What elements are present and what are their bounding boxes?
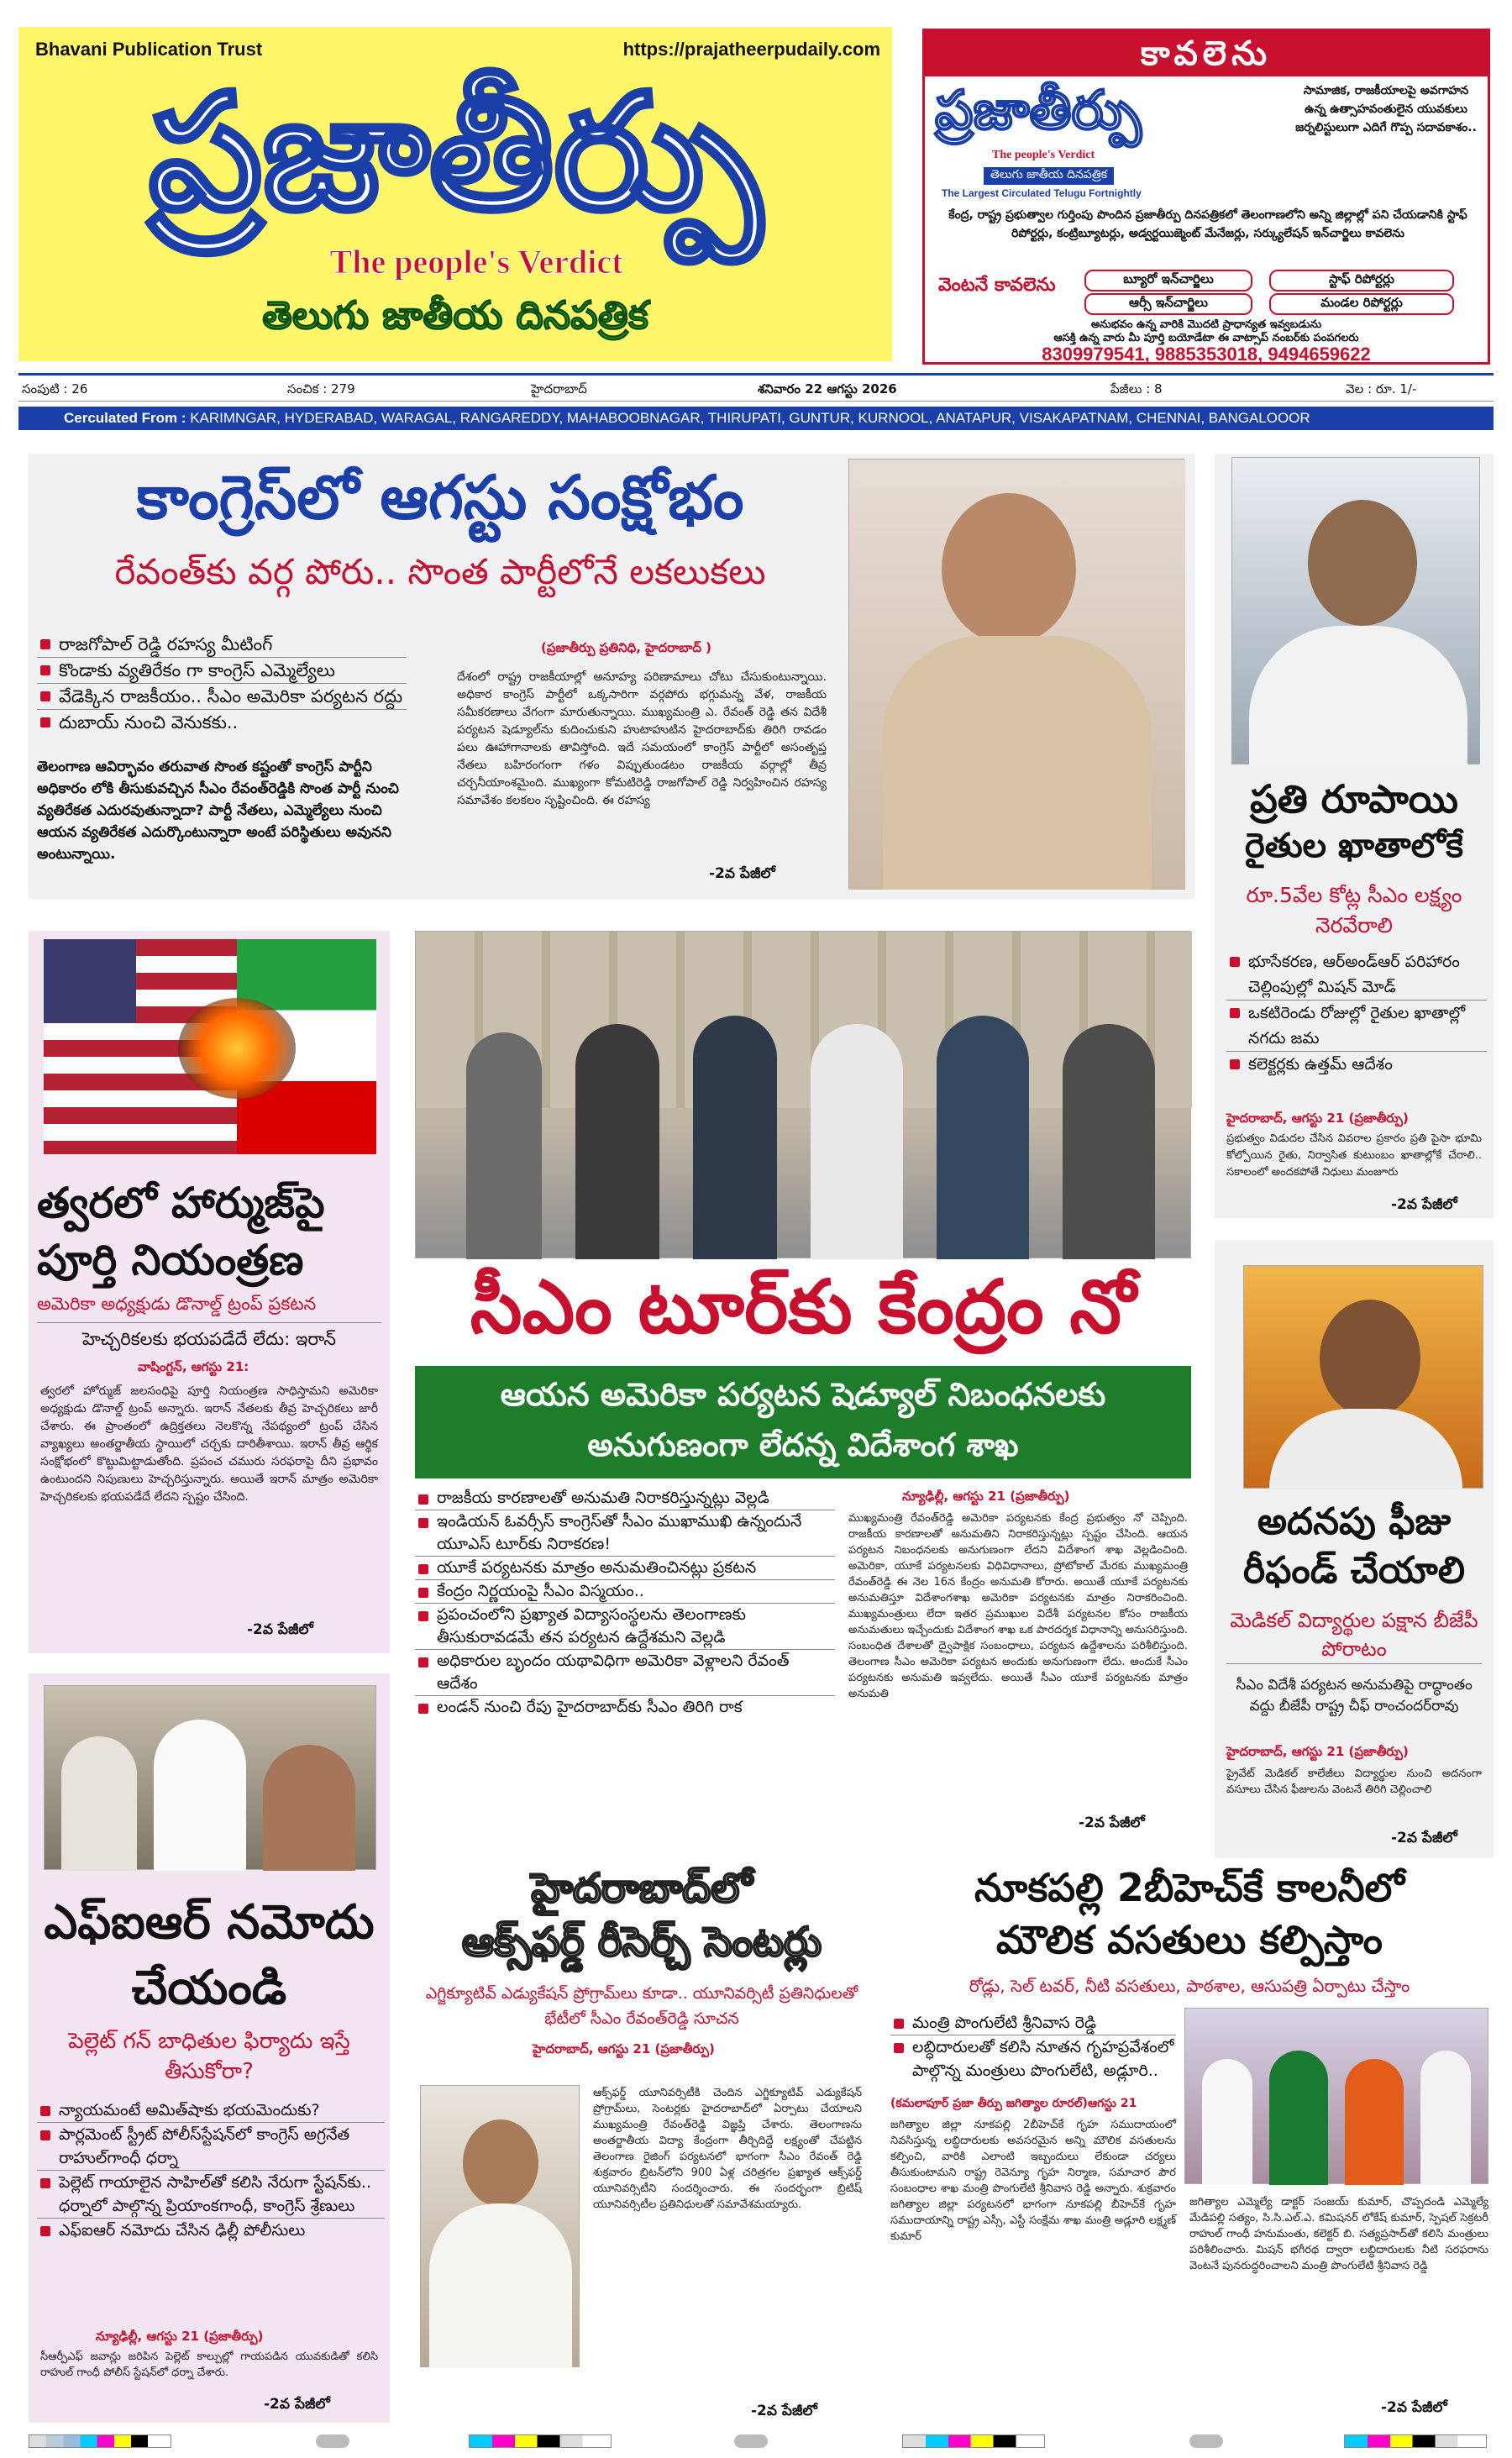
circulation-bar [18,407,1494,430]
cm-tour-banner-line-1: ఆయన అమెరికా పర్యటన షెడ్యూల్ నిబంధనలకు [500,1376,1106,1413]
portrait-body [883,636,1152,890]
fir-subhead: పెల్లెట్ గన్ బాధితుల ఫిర్యాదు ఇస్తే తీసుకోరా? [68,2029,350,2084]
fir-continued: -2వ పేజీలో [264,2396,330,2413]
rythu-photo-uttam [1231,457,1480,764]
cm-tour-continued: -2వ పేజీలో [1079,1815,1145,1831]
ad-phone-numbers: 8309979541, 9885353018, 9494659622 [1042,344,1371,365]
explosion [178,998,296,1099]
cm-tour-bullet-5: ప్రపంచంలోని ప్రఖ్యాత విద్యాసంస్థలను తెలంగాణకు తీసుకురావడమే తన పర్యటన ఉద్దేశమని వెల్లడి [415,1604,835,1650]
city-label: హైదరాబాద్ [531,381,587,397]
masthead [18,27,892,361]
hormuz-dateline: వాషింగ్టన్, ఆగస్టు 21: [138,1359,249,1374]
fees-headline-2: రీఫండ్ చేయాలి [1243,1549,1465,1592]
color-bar-1 [29,2434,171,2448]
nukapalli-body-right: జగిత్యాల ఎమ్మెల్యే డాక్టర్ సంజయ్ కుమార్, చొప్పదండి ఎమ్మెల్యే మేడిపల్లి సత్యం, సి.సి.ఎల్.ఎ. కమిషనర్ లోకేష్ కుమార్, స్పెషల్ సెక్రటరీ రాహుల్ గాంధీ హనుమంతు, కలెక్టర్ బి. సత్యప్రసాద్‌తో కలిసి మంత్రులు పరిశీలించారు. మిషన్ భగీరథ ద్వారా లబ్ధిదారులకు నీటి సరఫరాను వెంటనే పునరుద్ధరించాలని మంత్రి పొంగులేటి శ్రీనివాస రెడ్డి [1189,2196,1488,2272]
lead-story [29,454,1194,899]
nukapalli-story [885,1865,1494,2423]
lead-bullets [37,632,407,735]
lead-body: దేశంలో రాష్ట్ర రాజకీయాల్లో అనూహ్య పరిణామాలు చోటు చేసుకుంటున్నాయి. అధికార కాంగ్రెస్ పార్టీలో ఒక్కసారిగా వర్గపోరు భగ్గుమన్న వేళ, రాజకీయ సమీకరణాలు వేగంగా మారుతున్నాయి. ముఖ్యమంత్రి ఎ. రేవంత్ రెడ్డి తన విదేశీ పర్యటన షెడ్యూల్‌ను కుదించుకుని హుటాహుటిన హైదరాబాద్‌కు తిరిగి రావడం పలు ఊహాగానాలకు తావిస్తోంది. ఇదే సమయంలో కాంగ్రెస్ పార్టీలో అసంతృప్త నేతలు బహిరంగంగా గళం విప్పుతుండటం రాజకీయ వర్గాల్లో తీవ్ర చర్చనీయాంశమైంది. ముఖ్యంగా కోమటిరెడ్డి రాజగోపాల్ రెడ్డి నిర్వహించిన రహస్య సమావేశం కలకలం సృష్టించింది. ఈ రహస్య [457,670,827,807]
volume-number: సంపుటి : 26 [22,381,88,397]
lead-subhead: రేవంత్‌కు వర్గ పోరు.. సొంత పార్టీలోనే లకలుకలు [114,551,766,592]
portrait-body [1269,1409,1462,1489]
lead-headline: కాంగ్రెస్‌లో ఆగస్టు సంక్షోభం [136,462,744,533]
fir-bullet-4: ఎఫ్ఐఆర్ నమోదు చేసిన ఢిల్లీ పోలీసులు [37,2219,385,2242]
person-6 [1063,1024,1155,1259]
ad-logo-subtitle: తెలుగు జాతీయ దినపత్రిక [984,167,1114,185]
cm-tour-body: ముఖ్యమంత్రి రేవంత్‌రెడ్డి అమెరికా పర్యటనకు కేంద్ర ప్రభుత్వం నో చెప్పింది. రాజకీయ కారణాలతో అనుమతిని నిరాకరిస్తున్నట్లు స్పష్టం చేసింది. ఆయన పర్యటన నిబంధనలకు అనుగుణంగా లేదని విదేశాంగ శాఖ వెల్లడించింది. అమెరికా, యూకే పర్యటనలకు విధివిధానాలు, ప్రోటోకాల్ మేరకు ముఖ్యమంత్రి రేవంత్‌రెడ్డి ఈ నెల 16న కేంద్రం అనుమతి కోరారు. అయితే యూకే పర్యటనకు అనుమతిస్తూ విదేశాంగశాఖ అమెరికా పర్యటనకు మాత్రం నిరాకరించింది. ముఖ్యమంత్రులు లేదా ఇతర ప్రముఖుల విదేశీ పర్యటనల కోసం రాజకీయ అనుమతులు ఇచ్చేందుకు విదేశాంగ శాఖ ఒక పారదర్శక విధానాన్ని అనుసరిస్తుంది. సంబంధిత దేశాలతో ద్వైపాక్షిక సంబంధాలు, పర్యటన ఉద్దేశాలను పరిశీలిస్తుంది. తెలంగాణ సీఎం అమెరికా పర్యటన అందుకు అనుగుణంగా లేదు. అందుకే సీఎం పర్యటనకు అనుమతి ఇవ్వలేదు. అయితే సీఎం యూకే పర్యటనకు మాత్రం అనుమతి [848,1512,1188,1700]
crowd-1 [1202,2059,1252,2185]
rythu-bullet-2: ఒకటిరెండు రోజుల్లో రైతుల ఖాతాల్లో నగదు జమ [1226,1001,1487,1052]
registration-mark-2 [734,2434,768,2448]
cm-tour-banner [415,1366,1191,1478]
person-2 [575,1024,659,1259]
fir-bullets [37,2098,385,2242]
nukapalli-bullet-1: మంత్రి పొంగులేటి శ్రీనివాస రెడ్డి [890,2011,1176,2035]
masthead-title: ప్రజాతీర్పు [149,60,762,245]
fir-photo-rahul-dharna [44,1685,376,1870]
ad-logo-tagline: The people's Verdict [992,149,1095,161]
oxford-story [415,1865,869,2423]
portrait-head [463,2119,538,2207]
hormuz-continued: -2వ పేజీలో [247,1621,313,1638]
hormuz-kicker: హెచ్చరికలకు భయపడేదే లేదు: ఇరాన్ [81,1329,337,1349]
ad-intro-text: సామాజిక, రాజకీయాలపై అవగాహన ఉన్న ఉత్సాహవంతులైన యువకులు జర్నలిస్టులుగా ఎదిగే గొప్ప సదావకాశం.. [1295,84,1477,134]
fees-headline-1: అదనపు ఫీజు [1257,1500,1452,1543]
cm-tour-story [407,931,1200,1838]
cm-tour-bullet-2: ఇండియన్ ఓవర్సీస్ కాంగ్రెస్‌తో సీఎం ముఖాముఖి ఉన్నందునే యూఎస్ టూర్‌కు నిరాకరణ! [415,1510,835,1557]
nukapalli-headline-1: నూకపల్లి 2బీహెచ్‌కే కాలనీలో [974,1865,1404,1910]
nukapalli-headline-2: మౌలిక వసతులు కల్పిస్తాం [995,1917,1383,1962]
portrait-body [1249,626,1467,765]
fir-bullet-2: పార్లమెంట్ స్ట్రీట్ పోలీస్‌స్టేషన్‌లో కాంగ్రెస్ అగ్రనేత రాహుల్‌గాంధీ ధర్నా [37,2123,385,2171]
issue-info-bar [18,373,1494,402]
cm-tour-bullet-3: యూకే పర్యటనకు మాత్రం అనుమతించినట్లు ప్రకటన [415,1557,835,1580]
rythu-bullets [1226,949,1487,1077]
ad-role-1: బ్యూరో ఇన్‌చార్జిలు [1084,270,1252,291]
fees-body: ప్రైవేట్ మెడికల్ కాలేజీలు విద్యార్థుల నుంచి అదనంగా వసూలు చేసిన ఫీజులను వెంటనే తిరిగి చెల్లించాలి [1226,1767,1482,1796]
rythu-dateline: హైదరాబాద్, ఆగస్టు 21 (ప్రజాతీర్పు) [1226,1111,1409,1126]
lead-bullet-2: కొండాకు వ్యతిరేకం గా కాంగ్రెస్ ఎమ్మెల్యేలు [37,658,407,684]
rythu-subhead: రూ.5వేల కోట్ల సీఎం లక్ష్యం నెరవేరాలి [1246,883,1462,938]
issue-date: శనివారం 22 ఆగస్టు 2026 [758,381,897,397]
fir-body: సీఆర్పీఎఫ్ జవాన్లు జరిపిన పెల్లెట్ కాల్పుల్లో గాయపడిన యువకుడితో కలిసి రాహుల్ గాంధీ పోలీస్ స్టేషన్‌లో ధర్నా చేశారు. [40,2350,378,2379]
fir-dateline: న్యూఢిల్లీ, ఆగస్టు 21 (ప్రజాతీర్పు) [96,2329,264,2344]
nukapalli-dateline: (కమలాపూర్ ప్రజా తీర్పు జగిత్యాల రూరల్)ఆగస్టు 21 [890,2097,1137,2110]
nukapalli-bullets [890,2011,1176,2082]
ad-note-experience: అనుభవం ఉన్న వారికి మొదటి ప్రాధాన్యత ఇవ్వబడును [1090,318,1322,331]
oxford-body: ఆక్స్‌ఫర్డ్ యూనివర్సిటీకి చెందిన ఎగ్జిక్యూటివ్ ఎడ్యుకేషన్ ప్రోగ్రామ్‌లు, సెంటర్లకు హైదరాబాద్‌లో ఏర్పాటు చేయాలని ముఖ్యమంత్రి రేవంత్‌రెడ్డి విజ్ఞప్తి చేశారు. తెలంగాణను అంతర్జాతీయ విద్యా కేంద్రంగా తీర్చిదిద్దే లక్ష్యంతో చేపట్టిన తెలంగాణ రైజింగ్ పర్యటనలో భాగంగా సీఎం రేవంత్ రెడ్డి శుక్రవారం బ్రిటన్‌లోని 900 ఏళ్ల చరిత్రగల ప్రఖ్యాత ఆక్స్‌ఫర్డ్ యూనివర్సిటీని సందర్శించారు. ఈ సందర్భంగా బ్రిటిష్ యూనివర్సిటీల ప్రతినిధులతో సమావేశమయ్యారు. [593,2087,862,2211]
cm-tour-group-photo [415,931,1191,1258]
page-count: పేజీలు : 8 [1110,381,1163,397]
cm-tour-dateline: న్యూఢిల్లీ, ఆగస్టు 21 (ప్రజాతీర్పు) [902,1489,1070,1504]
price: వెల : రూ. 1/- [1346,381,1417,397]
color-bar-3 [902,2434,1045,2448]
ad-role-2: ఆర్సీ ఇన్‌చార్జిలు [1084,293,1252,315]
hormuz-subhead: అమెరికా అధ్యక్షుడు డొనాల్డ్ ట్రంప్ ప్రకటన [37,1294,381,1323]
person-4 [811,1024,903,1259]
crowd-1 [61,1736,137,1871]
lead-dateline: (ప్రజాతీర్పు ప్రతినిధి, హైదరాబాద్ ) [541,640,712,655]
masthead-tagline: The people's Verdict [329,243,623,281]
cm-tour-bullet-7: లండన్ నుంచి రేపు హైదరాబాద్‌కు సీఎం తిరిగి రాక [415,1696,835,1719]
hormuz-headline: త్వరలో హార్ముజ్‌పై పూర్తి నియంత్రణ [37,1179,325,1284]
hormuz-body: త్వరలో హోర్ముజ్ జలసంధిపై పూర్తి నియంత్రణ సాధిస్తామని అమెరికా అధ్యక్షుడు డొనాల్డ్ ట్రంప్ అన్నారు. ఇరాన్ నేతలకు తీవ్ర హెచ్చరికలు జారీ చేశారు. ఈ ప్రాంతంలో ఉద్రిక్తతలు నెలకొన్న నేపథ్యంలో ట్రంప్ చేసిన వ్యాఖ్యలు అంతర్జాతీయ స్థాయిలో చర్చకు దారితీశాయి. ఇరాన్ తీవ్ర ఆర్థిక సంక్షోభంలో కొట్టుమిట్టాడుతోంది. ప్రపంచ చమురు సరఫరాపై దీని ప్రభావం ఉంటుందని నిపుణులు హెచ్చరిస్తున్నారు. అయితే ఇరాన్ మాత్రం అమెరికా హెచ్చరికలకు భయపడేదే లేదని స్పష్టం చేసింది. [40,1384,378,1504]
person-1 [466,1032,542,1259]
circulation-cities: KARIMNGAR, HYDERABAD, WARAGAL, RANGAREDDY, MAHABOOBNAGAR, THIRUPATI, GUNTUR, KURNOOL, ANATAPUR, VISAKAPATNAM, CHENNAI, BANGALOOOR [190,410,1310,426]
fir-headline: ఎఫ్ఐఆర్ నమోదు చేయండి [44,1895,375,2015]
portrait-head [1320,1300,1420,1417]
fir-bullet-1: న్యాయమంటే అమిత్‌షాకు భయమెందుకు? [37,2098,385,2123]
ad-note-whatsapp: ఆసక్తి ఉన్న వారు మీ పూర్తి బయోడేటా ఈ వాట్సాప్ నంబర్‌కు పంపగలరు [1053,332,1359,344]
oxford-continued: -2వ పేజీలో [751,2403,817,2419]
cm-tour-bullet-1: రాజకీయ కారణాలతో అనుమతి నిరాకరిస్తున్నట్లు వెల్లడి [415,1487,835,1510]
publisher-name: Bhavani Publication Trust [35,39,263,60]
fees-kicker: సీఎం విదేశీ పర్యటన అనుమతిపై రాద్ధాంతం వద్దు బీజేపీ రాష్ట్ర చీఫ్ రాంచందర్‌రావు [1236,1677,1473,1715]
cm-tour-bullet-6: అధికారుల బృందం యథావిధిగా అమెరికా వెళ్లాలని రేవంత్ ఆదేశం [415,1650,835,1696]
us-flag-canton [44,939,136,1023]
crowd-3 [1345,2059,1404,2185]
ad-paragraph: కేంద్ర, రాష్ట్ర ప్రభుత్వాల గుర్తింపు పొందిన ప్రజాతీర్పు దినపత్రికలో తెలంగాణలోని అన్ని జిల్లాల్లో పని చేయడానికి స్టాఫ్ రిపోర్టర్లు, కంట్రిబ్యూటర్లు, అడ్వర్టయిజ్మెంట్ మేనేజర్లు, సర్క్యులేషన్ ఇన్‌చార్జిలు కావలెను [948,208,1467,240]
circulation-label: Cerculated From : [64,410,186,426]
lead-bullet-4: దుబాయ్ నుంచి వెనుకకు.. [37,710,407,735]
ad-role-3: స్టాఫ్ రిపోర్టర్లు [1269,270,1454,291]
oxford-headline-1: హైదరాబాద్‌లో [531,1865,753,1912]
lead-bullet-3: వేడెక్కిన రాజకీయం.. సీఎం అమెరికా పర్యటన రద్దు [37,684,407,710]
nukapalli-photo-housewarming [1184,2008,1488,2184]
fees-subhead: మెడికల్ విద్యార్థుల పక్షాన బీజేపీ పోరాటం [1226,1606,1482,1664]
registration-mark-3 [1189,2434,1223,2448]
crowd-4 [1420,2051,1471,2185]
lead-bullet-1: రాజగోపాల్ రెడ్డి రహస్య మీటింగ్ [37,632,407,658]
ad-header: కావలెను [925,31,1488,76]
cm-tour-bullets [415,1487,835,1719]
hormuz-story [29,931,390,1653]
registration-mark-1 [316,2434,349,2448]
oxford-headline-2: ఆక్స్‌ఫర్డ్ రీసెర్చ్ సెంటర్లు [461,1919,822,1966]
fees-photo-ramchander-rao [1243,1265,1483,1489]
rythu-headline-2: రైతుల ఖాతాలోకే [1244,827,1463,865]
color-bar-2 [469,2434,612,2448]
ad-logo: ప్రజాతీర్పు [935,80,1142,142]
oxford-photo-revanth-reddy [420,2085,580,2367]
fees-story [1215,1240,1494,1858]
ad-role-4: మండల రిపోర్టర్లు [1269,293,1454,315]
nukapalli-continued: -2వ పేజీలో [1381,2399,1447,2416]
rythu-bullet-3: కలెక్టర్లకు ఉత్తమ్ ఆదేశం [1226,1052,1487,1077]
nukapalli-bullet-2: లబ్ధిదారులతో కలిసి నూతన గృహప్రవేశంలో పాల్గొన్న మంత్రులు పొంగులేటి, అడ్లూరి.. [890,2035,1176,2082]
fir-bullet-3: పెల్లెట్ గాయాలైన సాహిల్‌తో కలిసి నేరుగా స్టేషన్‌కు.. ధర్నాలో పాల్గొన్న ప్రియాంకగాంధీ, కాంగ్రెస్ శ్రేణులు [37,2171,385,2219]
ad-immediate-label: వెంటనే కావలెను [938,275,1056,296]
crowd-2 [154,1720,246,1871]
fir-story [29,1673,390,2423]
hormuz-photo-flags [44,939,376,1154]
cm-tour-banner-line-2: అనుగుణంగా లేదన్న విదేశాంగ శాఖ [587,1426,1019,1463]
portrait-head [942,493,1076,644]
person-3 [693,1016,777,1259]
fees-continued: -2వ పేజీలో [1391,1830,1457,1846]
portrait-head [1308,500,1417,626]
rythu-story [1215,454,1494,1218]
rythu-body: ప్రభుత్వం విడుదల చేసిన వివరాల ప్రకారం ప్రతి పైసా భూమి కోల్పోయిన రైతు, నిర్వాసిత కుటుంబం ఖాతాల్లోకే చేరాలి.. సకాలంలో అందకపోతే నిధులు మంజూరు [1226,1132,1482,1179]
person-5 [937,1016,1029,1259]
lead-photo-revanth-reddy [848,459,1184,889]
portrait-body [429,2203,572,2368]
issue-number: సంచిక : 279 [287,381,355,397]
fees-dateline: హైదరాబాద్, ఆగస్టు 21 (ప్రజాతీర్పు) [1226,1744,1409,1759]
cm-tour-headline: సీఎం టూర్‌కు కేంద్రం నో [470,1263,1137,1350]
website-url[interactable]: https://prajatheerpudaily.com [622,39,880,60]
oxford-dateline: హైదరాబాద్, ఆగస్టు 21 (ప్రజాతీర్పు) [533,2041,715,2056]
lead-continued: -2వ పేజీలో [709,865,775,882]
rythu-bullet-1: భూసేకరణ, ఆర్అండ్ఆర్ పరిహారం చెల్లింపుల్లో మిషన్ మోడ్ [1226,949,1487,1001]
rythu-continued: -2వ పేజీలో [1391,1196,1457,1213]
masthead-subtitle: తెలుగు జాతీయ దినపత్రిక [262,292,648,338]
nukapalli-body-left: జగిత్యాల జిల్లా నూకపల్లి 2బీహెచ్‌కే గృహ సముదాయంలో నివసిస్తున్న లబ్ధిదారులకు అవసరమైన అన్ని మౌలిక వసతులను కల్పించి, వారికి ఎలాంటి ఇబ్బందులు లేకుండా చర్యలు తీసుకుంటామని రాష్ట్ర రెవెన్యూ గృహ నిర్మాణ, సమాచార పౌర సంబంధాల శాఖ మంత్రి పొంగులేటి శ్రీనివాస రెడ్డి అన్నారు. శుక్రవారం జగిత్యాల జిల్లా పర్యటనలో భాగంగా నూకపల్లి బీహెచ్‌కే గృహ సముదాయాన్ని రాష్ట్ర ఎస్సీ, ఎస్టీ సంక్షేమ శాఖ మంత్రి అడ్లూరి లక్ష్మణ్ కుమార్ [890,2119,1176,2243]
nukapalli-subhead: రోడ్లు, సెల్ టవర్, నీటి వసతులు, పాఠశాల, ఆసుపత్రి ఏర్పాటు చేస్తాం [969,1976,1410,1996]
ad-largest-circulated: The Largest Circulated Telugu Fortnightly [942,187,1142,199]
rythu-headline-1: ప్రతి రూపాయి [1250,776,1458,822]
crowd-2 [1269,2051,1328,2185]
crowd-3 [263,1745,355,1871]
oxford-subhead: ఎగ్జిక్యూటివ్ ఎడ్యుకేషన్ ప్రోగ్రామ్‌లు కూడా.. యూనివర్సిటీ ప్రతినిధులతో భేటీలో సీఎం రేవంత్‌రెడ్డి సూచన [425,1984,858,2028]
cm-tour-bullet-4: కేంద్రం నిర్ణయంపై సీఎం విస్మయం.. [415,1580,835,1604]
color-bar-4 [1344,2434,1487,2448]
lead-summary: తెలంగాణ ఆవిర్భావం తరువాత సొంత కష్టంతో కాంగ్రెస్ పార్టీని అధికారం లోకి తీసుకువచ్చిన సీఎం రేవంత్‌రెడ్డికి సొంత పార్టీ నుంచి వ్యతిరేకత ఎదురవుతున్నాదా? పార్టీ నేతలు, ఎమ్మెల్యేలు నుంచి ఆయన వ్యతిరేకత ఎదుర్కొంటున్నారా అంటే పరిస్థితులు అవునని అంటున్నాయి. [37,759,399,863]
recruitment-ad [922,29,1490,365]
